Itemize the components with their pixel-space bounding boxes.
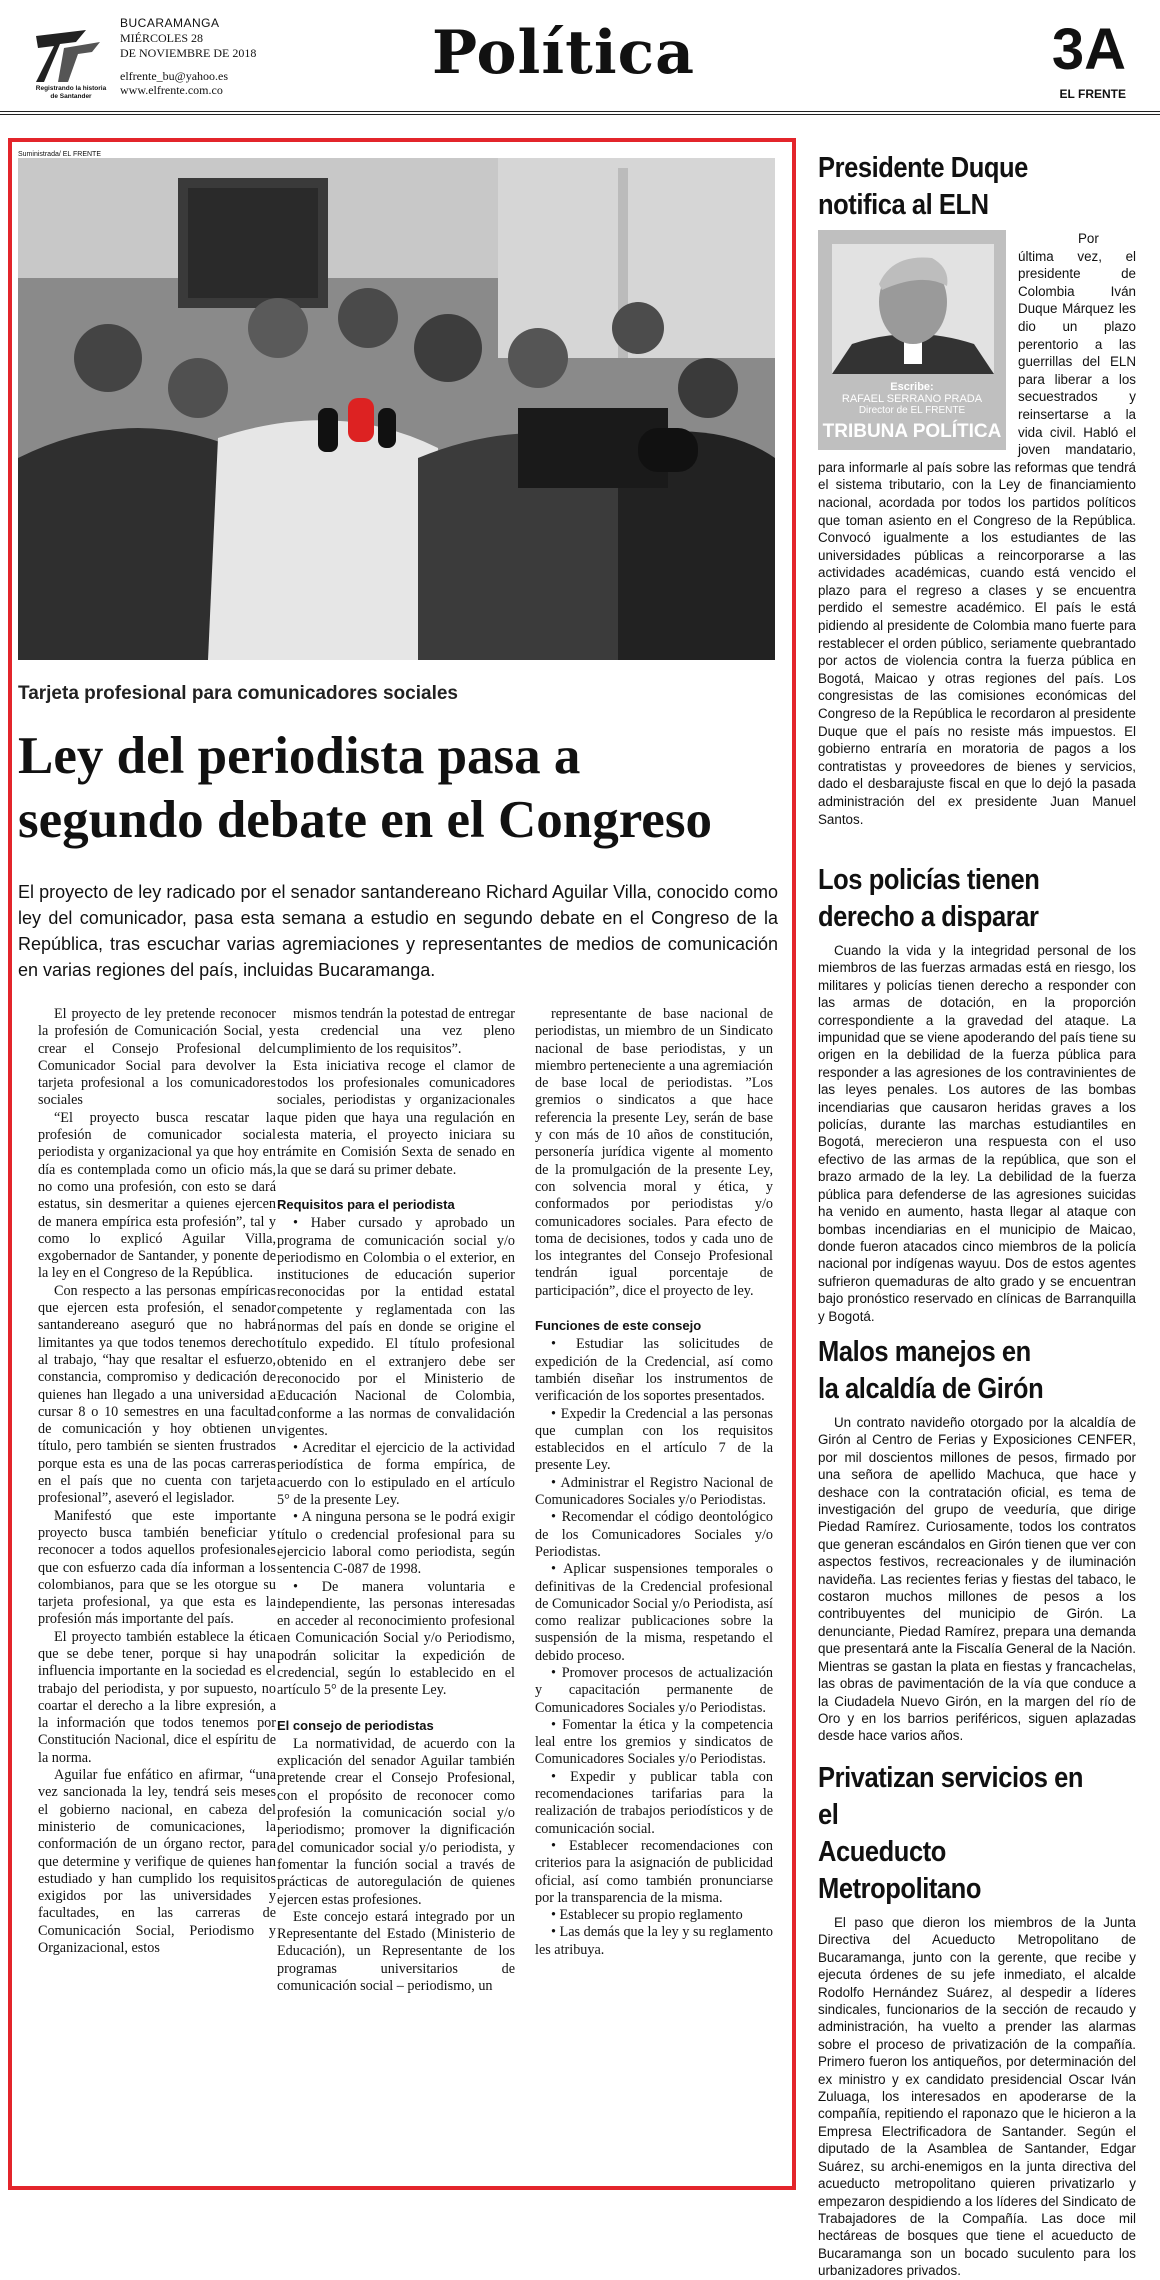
section-title: Política (432, 18, 696, 88)
list-item: • Estudiar las solicitudes de expedición de la Credencial, así como también diseñar los instrumentos de verificación de los soportes presentados. (535, 1336, 773, 1405)
list-item: • Acreditar el ejercicio de la actividad periodística de forma empírica, de acuerdo con lo estipulado en el artículo 5° de la presente Ley. (277, 1440, 515, 1509)
sidebar-title-line-2: la alcaldía de Girón (818, 1373, 1044, 1405)
subhead-funciones: Funciones de este consejo (535, 1318, 702, 1334)
list-item: • Establecer recomendaciones con criterios para la asignación de publicidad oficial, así como también pronunciarse por la transparencia de la misma. (535, 1837, 773, 1906)
paragraph: El proyecto también establece la ética que se debe tener, porque si hay una influencia importante en la sociedad es el trabajo del periodista, y por supuesto, no coartar el derecho a la libre expresión, a la información que todos tenemos por Constitución Nacional, dice el espíritu de la norma. (38, 1628, 276, 1766)
columnist-name: RAFAEL SERRANO PRADA (841, 393, 983, 405)
masthead-info (120, 16, 256, 97)
sidebar-text: El paso que dieron los miembros de la Junta Directiva del Acueducto Metropolitano de Bucaramanga, junto con la gerente, que recibe y ejecuta órdenes de su jefe inmediato, el alcalde Rodolfo Hernández Suárez, al despedir a líderes sindicales, funcionarios de la sección de recaudo y administración, ha vuelto a prender las alarmas sobre el proceso de privatización de la compañía. Primero fueron los antiqueños, por determinación del ex ministro y ex candidato presidencial Oscar Iván Zuluaga, los interesados en apoderarse de la compañía, repitiendo el raponazo que le hicieron a la Empresa Electrificadora de Santander. Según el diputado de la Asamblea de Santander, Edgar Suárez, su archi-enemigos en la junta directiva del acueducto metropolitano quieren privatizarlo y empezaron despidiendo a los líderes del Sindicato de Trabajadores de la Compañía. Las doce mil hectáreas de bosques que tiene el acueducto de Bucaramanga son un bocado suculento para los urbanizadores privados. (818, 1915, 1136, 2279)
sidebar-text: Cuando la vida y la integridad personal de los miembros de las fuerzas armadas está en riesgo, los militares y policías tienen derecho a responder con las armas de dotación, en la proporción correspondiente a la gravedad del ataque. La impunidad que se viene apoderando del país tiene su origen en la debilidad de la fuerza pública para responder a las agresiones de los contravinientes de las leyes penales. Los autores de las bombas incendiarias que causaron heridas graves a los policías, durante las marchas estudiantiles en Bogotá, merecieron una respuesta con el uso efectivo de las armas de la república, que son el brazo armado de la ley. La debilidad de la fuerza pública para defenderse de las agresiones suicidas ha venido en aumento, hasta llegar al ataque con bombas incendiarias en el municipio de Maicao, donde fueron atacados cinco miembros de la policía nacional por indígenas wayuu. Dos de estos agentes sufrieron quemaduras de alto grado y se encuentran bajo pronóstico reservado en clínicas de Barranquilla y Bogotá. (818, 943, 1136, 1324)
masthead-weekday: MIÉRCOLES 28 (120, 31, 204, 45)
column-name: TRIBUNA POLÍTICA (822, 421, 1002, 442)
sidebar-title-line-2: derecho a disparar (818, 901, 1039, 933)
paragraph: Este concejo estará integrado por un Representante del Estado (Ministerio de Educación), un Representante de los programas universitarios de comunicación social – periodismo, un (277, 1908, 515, 1995)
masthead-website[interactable]: www.elfrente.com.co (120, 83, 223, 97)
article-column-1 (38, 1006, 276, 1957)
paragraph: mismos tendrán la potestad de entregar esta credencial una vez pleno cumplimiento de los requisitos”. (277, 1006, 515, 1057)
headline-line-1: Ley del periodista pasa a (18, 727, 581, 785)
subhead-requisitos: Requisitos para el periodista (277, 1196, 455, 1212)
sidebar-body (818, 230, 1136, 828)
paragraph: Manifestó que este importante proyecto busca también beneficiar y reconocer a todos aquellos profesionales que con esfuerzo cada día informan a los colombianos, para que se les otorgue su tarjeta profesional, ya que esta es la profesión más importante del país. (38, 1507, 276, 1628)
sidebar-giron (818, 1334, 1136, 1745)
newspaper-logo (30, 22, 112, 104)
page-brand: EL FRENTE (1059, 87, 1126, 101)
paragraph: “El proyecto busca rescatar la profesión de comunicador social periodista y organizacional ya que hoy en día es contemplada como un oficio más, no como una profesión, con esto se dará estatus, sin desmeritar a quienes ejercen de manera empírica esta profesión”, tal y como lo explicó Aguilar Villa, exgobernador de Santander, y ponente de la ley en el Congreso de la República. (38, 1109, 276, 1282)
list-item: • Promover procesos de actualización y capacitación permanente de Comunicadores Sociales y/o Periodistas. (535, 1664, 773, 1716)
sidebar-title-line-1: Los policías tienen (818, 864, 1040, 896)
article-column-2 (277, 1006, 515, 1995)
page-number: 3A (1051, 17, 1126, 82)
subhead-consejo: El consejo de periodistas (277, 1717, 434, 1733)
list-item: • Haber cursado y aprobado un programa de comunicación social y/o periodismo en Colombia o el exterior, en instituciones de educación superior reconocidas por la entidad estatal competente y reglamentada con las normas del país en donde se origine el título expedido. El título profesional obtenido en el extranjero debe ser reconocido por el Ministerio de Educación Nacional de Colombia, conforme a las normas de convalidación vigentes. (277, 1215, 515, 1439)
paragraph: Con respecto a las personas empíricas que ejercen esta profesión, el senador santandereano aseguró que no habrá limitantes ya que todos tenemos derecho al trabajo, “hay que resaltar el esfuerzo, constancia, compromiso y dedicación de quienes han llegado a una universidad a cursar 8 o 10 semestres en una facultad de comunicación y hoy obtienen un título, pero también se sienten frustrados porque esta es una de las pocas carreras en el país que no cuenta con tarjeta profesional”, aseveró el legislador. (38, 1282, 276, 1507)
sidebar-title-line-1: Presidente Duque (818, 152, 1028, 184)
masthead-email[interactable]: elfrente_bu@yahoo.es (120, 69, 229, 83)
list-item: • Recomendar el código deontológico de los Comunicadores Sociales y/o Periodistas. (535, 1509, 773, 1560)
list-item: • Administrar el Registro Nacional de Comunicadores Sociales y/o Periodistas. (535, 1474, 773, 1509)
columnist-writes: Escribe: (890, 381, 934, 393)
sidebar-title-line-2: Acueducto Metropolitano (818, 1836, 981, 1905)
sidebar-title-line-2: notifica al ELN (818, 189, 989, 221)
svg-text:de Santander: de Santander (50, 93, 92, 100)
list-item: • A ninguna persona se le podrá exigir título o credencial profesional para su ejercicio laboral como periodista, según sentencia C-087 de 1998. (277, 1509, 515, 1578)
paragraph: La normatividad, de acuerdo con la explicación del senador Aguilar también pretende crear el Consejo Profesional, con el propósito de reconocer como profesión la comunicación social y/o periodismo; promover la dignificación del comunicador social y/o periodista, y fomentar la función social a través de prácticas de autoregulación de quienes ejercen estas profesiones. (277, 1735, 515, 1908)
sidebar-title-line-1: Privatizan servicios en el (818, 1762, 1084, 1831)
headline-line-2: segundo debate en el Congreso (18, 791, 712, 849)
columnist-box (818, 230, 1006, 450)
article-column-3 (535, 1006, 773, 1959)
masthead-city: BUCARAMANGA (120, 16, 220, 30)
header-rule-bottom (0, 114, 1160, 115)
sidebar-text: Por última vez, el presidente de Colombia Iván Duque Márquez les dio un plazo perentorio a las guerrillas del ELN para liberar a los secuestrados y reinsertarse a la vida civil. Habló el joven mandatario, para informarle al país sobre las reformas que tendrá el sistema tributario, con la Ley de financiamiento nacional, acordada por todos los partidos políticos que toman asiento en el Congreso de la República. Convocó igualmente a los estudiantes de las universidades públicas a reincorporarse a las actividades académicas, cuando está vencido el plazo para el regreso a clases y se encuentra perdido el semestre académico. El país le está pidiendo al presidente de Colombia mano fuerte para restablecer el orden público, seriamente quebrantado por actos de violencia contra la fuerza pública en Bogotá, Maicao y otras regiones del país. Los congresistas de las comisiones económicas del Congreso de la República le recordaron al presidente Duque que el país no resiste más impuestos. El gobierno entraría en moratoria de pagos a los contratistas y proveedores de bienes y servicios, dado el desbarajuste fiscal en que lo dejó la pasada administración del ex presidente Juan Manuel Santos. (818, 231, 1136, 827)
paragraph: representante de base nacional de periodistas, un miembro de un Sindicato nacional de base periodistas, y un miembro perteneciente a una agremiación de base local de periodistas. ”Los gremios o sindicatos a que hace referencia la presente Ley, serán de base y con más de 10 años de constitución, personería jurídica vigente al momento de la promulgación de la presente Ley, con solvencia moral y ética, y conformados por periodistas y/o comunicadores sociales. Para efecto de toma de decisiones, todos y cada uno de los integrantes del Consejo Profesional tendrán igual porcentaje de participación”, dice el proyecto de ley. (535, 1006, 773, 1299)
columnist-role: Director de EL FRENTE (858, 405, 966, 416)
sidebar-duque (818, 150, 1136, 827)
sidebar-policias (818, 862, 1136, 1325)
list-item: • Establecer su propio reglamento (551, 1907, 743, 1924)
list-item: • Aplicar suspensiones temporales o definitivas de la Credencial profesional de Comunicador Social y/o Periodista, así como realizar publicaciones sobre la suspensión de la misma, respetando el debido proceso. (535, 1561, 773, 1664)
list-item: • Fomentar la ética y la competencia leal entre los gremios y sindicatos de Comunicadores Sociales y/o Periodistas. (535, 1716, 773, 1768)
sidebar-title-line-1: Malos manejos en (818, 1336, 1031, 1368)
paragraph: El proyecto de ley pretende reconocer la profesión de Comunicación Social, y crear el Consejo Profesional del Comunicador Social para devolver la tarjeta profesional a los comunicadores sociales (38, 1006, 276, 1109)
masthead-date: DE NOVIEMBRE DE 2018 (120, 46, 257, 60)
article-kicker: Tarjeta profesional para comunicadores sociales (18, 683, 458, 704)
list-item: • De manera voluntaria e independiente, las personas interesadas en acceder al reconocimiento profesional en Comunicación Social y/o Periodismo, podrán solicitar la expedición de credencial, según lo establecido en el artículo 5° de la presente Ley. (277, 1578, 515, 1699)
sidebar-acueducto (818, 1760, 1136, 2280)
columnist-photo (832, 244, 994, 374)
sidebar-text: Un contrato navideño otorgado por la alcaldía de Girón al Centro de Ferias y Exposiciones CENFER, por mil doscientos millones de pesos, firmado por una señora de apellido Machuca, que hace y deshace con la contratación oficial, es tema de investigación del grupo de veeduría, que dirige Piedad Ramírez. Curiosamente, todos los contratos que generan escándalos en Girón tienen que ver con aspectos festivos, recreacionales y de iluminación navideña. Las recientes ferias y fiestas del tabaco, le costaron muchos millones de pesos a los contribuyentes del municipio de Girón. La denunciante, Piedad Ramírez, prepara una demanda que presentará ante la Fiscalía General de la Nación. Mientras se gastan la plata en fiestas y francachelas, las obras de pavimentación de la vía que conduce a la Ciudadela Nuevo Girón, en la margen del río de Oro y en los barrios periféricos, siguen aplazadas desde hace varios años. (818, 1415, 1136, 1744)
photo-credit: Suministrada/ EL FRENTE (18, 151, 101, 158)
article-headline (18, 724, 778, 852)
header-rule-top (0, 111, 1160, 112)
svg-text:Registrando la historia: Registrando la historia (35, 85, 107, 92)
list-item: • Expedir y publicar tabla con recomendaciones tarifarias para la realización de trabajos periodísticos y de comunicación social. (535, 1768, 773, 1837)
list-item: • Expedir la Credencial a las personas que cumplan con los requisitos establecidos en el artículo 7 de la presente Ley. (535, 1405, 773, 1474)
paragraph: Esta iniciativa recoge el clamor de todos los profesionales comunicadores sociales, periodistas y organizacionales que piden que haya una regulación en esta materia, el proyecto iniciara su trámite en Comisión Sexta de senado en la que se dará su primer debate. (277, 1057, 515, 1178)
article-lede: El proyecto de ley radicado por el senador santandereano Richard Aguilar Villa, conocido como ley del comunicador, pasa esta semana a estudio en segundo debate en el Congreso de la República, tras escuchar varias agremiaciones y representantes de medios de comunicación en varias regiones del país, incluidas Bucaramanga. (18, 882, 778, 980)
list-item: • Las demás que la ley y su reglamento les atribuya. (535, 1924, 773, 1958)
press-conference-photo (18, 158, 775, 660)
paragraph: Aguilar fue enfático en afirmar, “una vez sancionada la ley, tendrá seis meses el gobierno nacional, en cabeza del ministerio de comunicaciones, la conformación de un órgano rector, para que determine y verifique de quienes han estudiado y han cumplido los requisitos exigidos por las universidades y facultades, en las carreras de Comunicación Social, Periodismo y Organizacional, estos (38, 1767, 276, 1957)
